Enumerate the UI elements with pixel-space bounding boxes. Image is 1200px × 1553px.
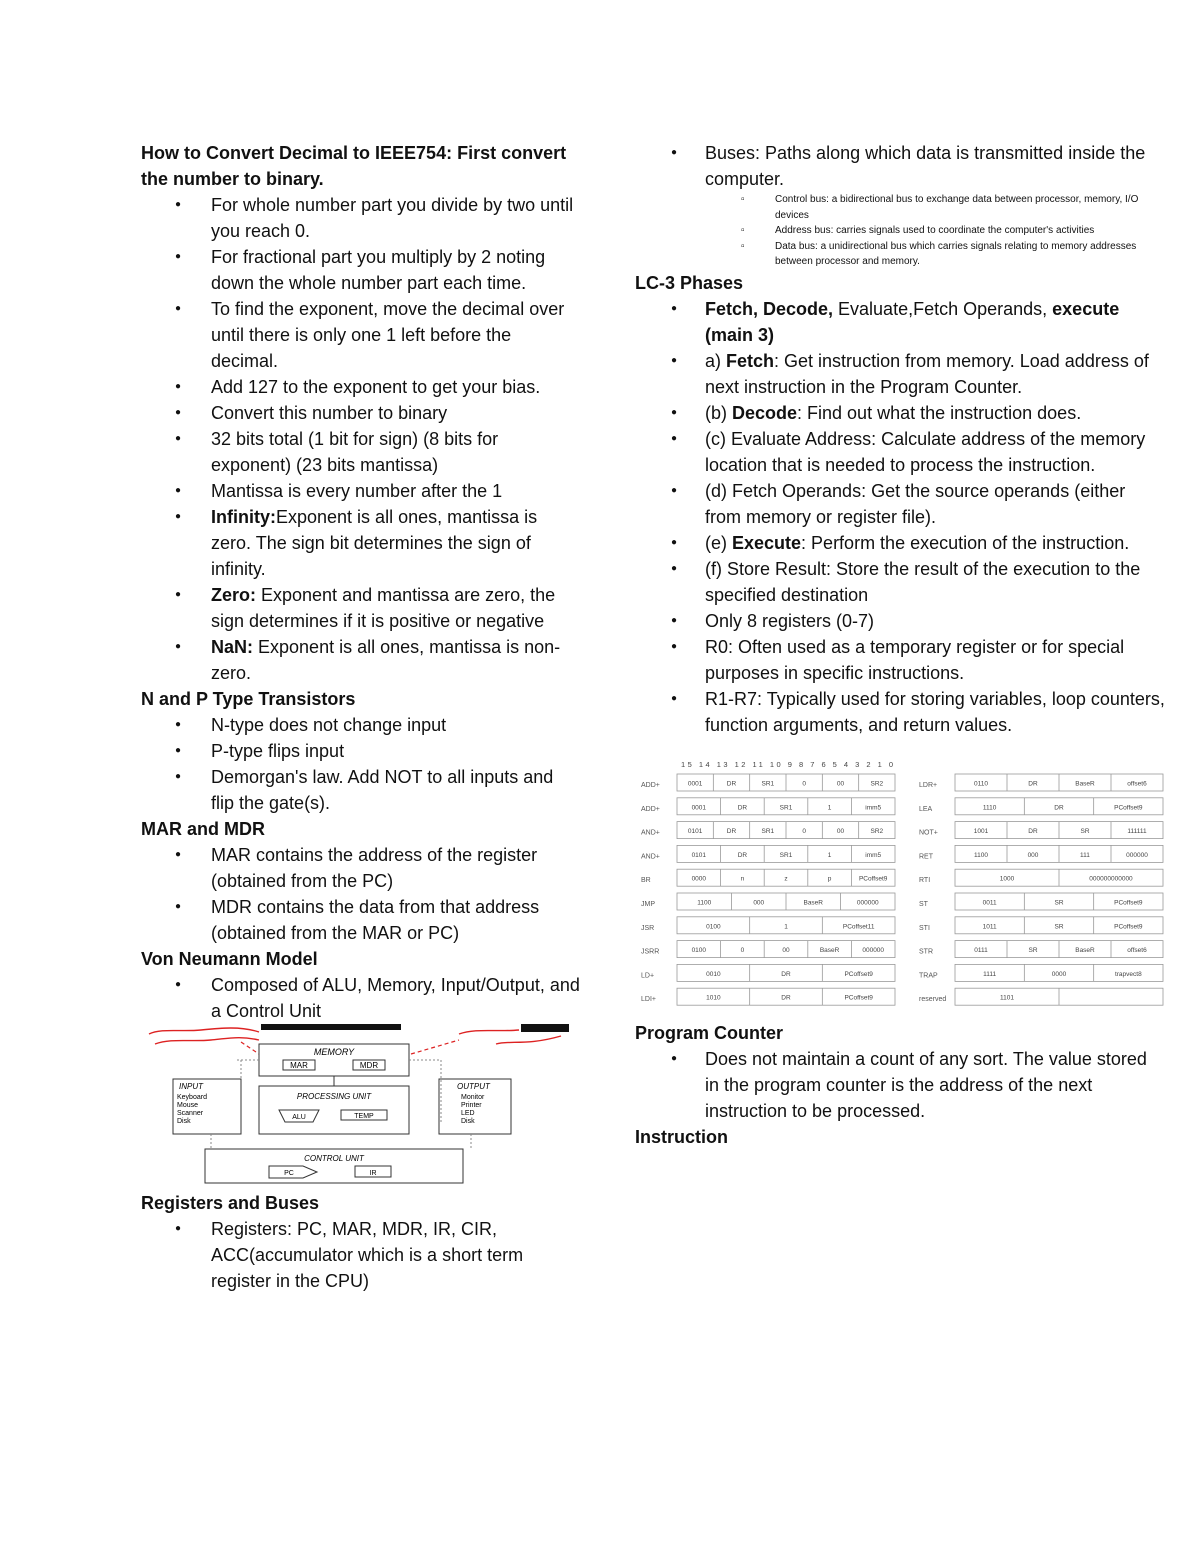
isa-field: 1000 (999, 875, 1015, 883)
isa-field: PCoffset9 (1114, 899, 1143, 906)
mar-heading: MAR and MDR (141, 819, 265, 839)
output-title: OUTPUT (457, 1082, 490, 1091)
list-item: ● Add 127 to the exponent to get your bias. (141, 374, 581, 400)
isa-field: 00 (836, 827, 845, 835)
isa-field: 0100 (691, 946, 707, 954)
isa-field: BaseR (1075, 946, 1095, 954)
list-item: ● R1-R7: Typically used for storing variables, loop counters, function arguments, and return values. (635, 686, 1165, 738)
sub-item: ▫ Control bus: a bidirectional bus to exchange data between processor, memory, I/O devices (635, 192, 1165, 223)
list-item: ● Convert this number to binary (141, 400, 581, 426)
isa-field: 1100 (974, 851, 988, 859)
isa-opcode-label: AND+ (641, 829, 660, 837)
output-item: LED (461, 1110, 475, 1117)
isa-field: p (827, 875, 832, 883)
list-item: ● R0: Often used as a temporary register or for special purposes in specific instructions. (635, 634, 1165, 686)
isa-field: 0 (802, 780, 806, 787)
list-item: ● (c) Evaluate Address: Calculate address of the memory location that is needed to process the instruction. (635, 426, 1165, 478)
isa-row (919, 988, 1163, 1005)
isa-field: SR (1054, 922, 1064, 930)
vonneumann-heading: Von Neumann Model (141, 949, 318, 969)
list-item-buses (635, 140, 1165, 270)
isa-field: PCoffset11 (842, 922, 875, 930)
decode-text: : Find out what the instruction does. (797, 402, 1082, 423)
isa-field: 000000000000 (1089, 875, 1133, 883)
isa-row (919, 916, 1163, 933)
isa-field: 0001 (687, 780, 703, 787)
processing-label: PROCESSING UNIT (296, 1092, 372, 1101)
isa-opcode-label: RET (919, 852, 933, 860)
isa-field: 1111 (983, 970, 997, 978)
isa-field: SR (1054, 899, 1064, 906)
pc-heading: Program Counter (635, 1022, 784, 1043)
isa-opcode-label: STI (919, 924, 930, 932)
isa-opcode-label: ADD+ (641, 781, 660, 789)
transistors-heading: N and P Type Transistors (141, 689, 356, 709)
isa-field: PCoffset9 (844, 994, 873, 1002)
sub-item: ▫ Address bus: carries signals used to coordinate the computer's activities (635, 223, 1165, 239)
output-item: Printer (461, 1102, 482, 1109)
isa-row (641, 821, 895, 838)
isa-row (641, 940, 895, 957)
isa-opcode-label: ADD+ (641, 805, 660, 813)
input-item: Scanner (177, 1110, 204, 1117)
fetch-bold: Fetch (726, 350, 775, 371)
isa-opcode-label: STR (919, 948, 933, 956)
ieee-list (141, 192, 581, 686)
list-item: ● Mantissa is every number after the 1 (141, 478, 581, 504)
list-item: ● MAR contains the address of the register (obtained from the PC) (141, 842, 581, 894)
isa-row (919, 821, 1163, 838)
zero-label: Zero: (211, 585, 256, 605)
isa-field: DR (1028, 780, 1038, 787)
nan-label: NaN: (211, 637, 254, 657)
list-item (635, 348, 1165, 400)
nan-text: Exponent is all ones, mantissa is non-zero. (211, 637, 561, 683)
isa-field: SR1 (761, 827, 775, 835)
right-column (635, 140, 1165, 1150)
isa-encoding-table (635, 756, 1165, 1016)
fetch-prefix: a) (705, 350, 727, 371)
control-label: CONTROL UNIT (304, 1154, 364, 1163)
isa-field: imm5 (865, 803, 882, 811)
isa-row (919, 774, 1163, 791)
isa-field: SR (1080, 827, 1090, 835)
von-neumann-diagram (141, 1024, 581, 1184)
isa-field: z (784, 875, 788, 883)
list-item: ● For fractional part you multiply by 2 noting down the whole number part each time. (141, 244, 581, 296)
isa-field: 0010 (706, 970, 721, 978)
list-item: ● 32 bits total (1 bit for sign) (8 bits for exponent) (23 bits mantissa) (141, 426, 581, 478)
temp-label: TEMP (354, 1113, 374, 1120)
ieee-heading: How to Convert Decimal to IEEE754: First convert the number to binary. (141, 143, 567, 189)
input-item: Keyboard (177, 1094, 207, 1101)
buses-sublist (635, 192, 1165, 270)
transistors-list (141, 712, 581, 816)
list-item (635, 296, 1165, 348)
isa-field: 1100 (697, 899, 712, 906)
isa-svg (635, 756, 1165, 1016)
left-column (141, 140, 581, 1294)
alu-label: ALU (292, 1114, 306, 1121)
list-item: ● (d) Fetch Operands: Get the source operands (either from memory or register file). (635, 478, 1165, 530)
isa-field: PCoffset9 (858, 875, 888, 883)
isa-field: DR (726, 780, 737, 787)
von-neumann-svg (141, 1024, 581, 1184)
phases-text: Evaluate,Fetch Operands, (833, 298, 1053, 319)
pc-label: PC (284, 1170, 294, 1177)
isa-field: 00 (782, 946, 790, 954)
bit-numbers: 15 14 13 12 11 10 9 8 7 6 5 4 3 2 1 0 (681, 759, 893, 769)
isa-field: imm5 (865, 851, 882, 859)
isa-field: 000 (1027, 851, 1039, 859)
isa-field: 0110 (974, 780, 988, 787)
isa-field: 0101 (691, 851, 707, 859)
list-item: ● Only 8 registers (0-7) (635, 608, 1165, 634)
isa-opcode-label: JSRR (641, 948, 660, 956)
isa-field: DR (726, 827, 737, 835)
isa-field: SR1 (761, 780, 775, 787)
isa-field: 0000 (1051, 970, 1067, 978)
isa-field: DR (781, 994, 791, 1002)
isa-field: SR (1028, 946, 1038, 954)
isa-field: DR (737, 803, 748, 811)
isa-row (641, 964, 895, 981)
isa-field: 0000 (691, 875, 707, 883)
isa-opcode-label: ST (919, 900, 928, 908)
list-item: ● P-type flips input (141, 738, 581, 764)
isa-field: DR (1028, 827, 1038, 835)
isa-field: DR (781, 970, 791, 978)
list-item: ● Composed of ALU, Memory, Input/Output, and a Control Unit (141, 972, 581, 1024)
ir-label: IR (369, 1170, 377, 1177)
isa-field: 1010 (706, 994, 721, 1002)
isa-field: SR2 (870, 827, 884, 835)
isa-field: 1 (827, 803, 832, 811)
decode-bold: Decode (732, 402, 798, 423)
pc-list (635, 1046, 1165, 1124)
list-item: ● MDR contains the data from that address (obtained from the MAR or PC) (141, 894, 581, 946)
list-item: ● Registers: PC, MAR, MDR, IR, CIR, ACC(accumulator which is a short term register in the CPU) (141, 1216, 581, 1294)
isa-field: 0111 (974, 946, 988, 954)
isa-field: 1 (784, 922, 788, 930)
buses-list (635, 140, 1165, 270)
decode-prefix: (b) (705, 402, 732, 423)
isa-field: 1110 (982, 803, 997, 811)
isa-field: SR1 (779, 851, 793, 859)
isa-field: offset6 (1127, 780, 1147, 787)
exec-prefix: (e) (705, 532, 732, 553)
isa-opcode-label: AND+ (641, 852, 660, 860)
phases-bold: Fetch, Decode, (705, 298, 834, 319)
isa-opcode-label: TRAP (919, 971, 938, 979)
isa-field: 0100 (706, 922, 721, 930)
mdr-label: MDR (359, 1061, 379, 1070)
isa-field: 1 (827, 851, 832, 859)
isa-field: SR2 (870, 780, 884, 787)
isa-field: 000000 (1126, 851, 1148, 859)
mar-label: MAR (290, 1061, 308, 1070)
list-item: ● Demorgan's law. Add NOT to all inputs and flip the gate(s). (141, 764, 581, 816)
list-item (635, 530, 1165, 556)
isa-opcode-label: LDI+ (641, 995, 656, 1003)
isa-row (641, 893, 895, 910)
list-item-infinity (141, 504, 581, 582)
isa-row (641, 774, 895, 791)
exec-text: : Perform the execution of the instruction. (801, 532, 1130, 553)
memory-label: MEMORY (313, 1047, 355, 1057)
buses-text: Buses: Paths along which data is transmitted inside the computer. (705, 143, 1146, 189)
list-item-zero (141, 582, 581, 634)
isa-field: BaseR (819, 946, 840, 954)
isa-opcode-label: reserved (919, 995, 947, 1003)
isa-field: trapvect8 (1114, 970, 1142, 978)
isa-row (641, 869, 895, 886)
isa-field: 000 (753, 899, 765, 906)
isa-field: 0011 (982, 899, 997, 906)
registers-heading: Registers and Buses (141, 1193, 320, 1213)
instruction-heading: Instruction (635, 1126, 728, 1147)
isa-field: PCoffset9 (844, 970, 873, 978)
isa-field: DR (737, 851, 748, 859)
isa-opcode-label: BR (641, 876, 651, 884)
output-item: Monitor (461, 1094, 485, 1101)
isa-field: 00 (836, 780, 845, 787)
isa-field: PCoffset9 (1114, 803, 1143, 811)
isa-row (919, 869, 1163, 886)
input-title: INPUT (179, 1082, 203, 1091)
isa-row (641, 916, 895, 933)
isa-field: 0101 (687, 827, 703, 835)
isa-row (641, 988, 895, 1005)
isa-row (641, 797, 895, 814)
mar-list (141, 842, 581, 946)
isa-row (919, 964, 1163, 981)
infinity-label: Infinity: (211, 507, 276, 527)
isa-field: 1001 (973, 827, 989, 835)
isa-opcode-label: NOT+ (919, 829, 938, 837)
isa-field: 000000 (856, 899, 879, 906)
list-item (635, 400, 1165, 426)
isa-opcode-label: RTI (919, 876, 931, 884)
isa-field: SR1 (779, 803, 793, 811)
isa-field: n (740, 875, 745, 883)
isa-opcode-label: LD+ (641, 971, 655, 979)
isa-field: BaseR (803, 899, 824, 906)
isa-field: 1011 (982, 922, 997, 930)
isa-row (919, 940, 1163, 957)
isa-field: PCoffset9 (1114, 922, 1143, 930)
lc3-list (635, 296, 1165, 738)
zero-text: Exponent and mantissa are zero, the sign determines if it is positive or negative (211, 585, 556, 631)
list-item: ● Does not maintain a count of any sort. The value stored in the program counter is the address of the next instruction to be processed. (635, 1046, 1165, 1124)
isa-row (641, 845, 895, 862)
input-item: Mouse (177, 1102, 199, 1109)
list-item: ● For whole number part you divide by two until you reach 0. (141, 192, 581, 244)
exec-bold: Execute (732, 532, 802, 553)
isa-field: offset6 (1127, 946, 1147, 954)
isa-opcode-label: LDR+ (919, 781, 938, 789)
list-item-nan (141, 634, 581, 686)
isa-opcode-label: JSR (641, 924, 655, 932)
isa-field: 0 (802, 827, 806, 835)
vonneumann-list (141, 972, 581, 1024)
registers-list (141, 1216, 581, 1294)
isa-row (919, 893, 1163, 910)
isa-opcode-label: JMP (641, 900, 655, 908)
fetch-text: : Get instruction from memory. Load address of next instruction in the Program Counter. (705, 350, 1149, 397)
list-item: ● N-type does not change input (141, 712, 581, 738)
isa-field: 0001 (691, 803, 707, 811)
isa-field: 1101 (1000, 994, 1014, 1002)
isa-field: 111111 (1127, 827, 1147, 835)
phases-bold-2: execute (main 3) (705, 298, 1120, 345)
output-item: Disk (461, 1118, 475, 1125)
isa-field: 111 (1080, 851, 1090, 859)
isa-row (919, 797, 1163, 814)
list-item: ● (f) Store Result: Store the result of the execution to the specified destination (635, 556, 1165, 608)
isa-field: DR (1054, 803, 1064, 811)
isa-field: 0 (740, 946, 745, 954)
isa-row (919, 845, 1163, 862)
isa-field: 000000 (862, 946, 885, 954)
sub-item: ▫ Data bus: a unidirectional bus which carries signals relating to memory addresses between processor and memory. (635, 239, 1165, 270)
input-item: Disk (177, 1118, 191, 1125)
isa-opcode-label: LEA (919, 805, 933, 813)
lc3-heading: LC-3 Phases (635, 272, 744, 293)
list-item: ● To find the exponent, move the decimal over until there is only one 1 left before the decimal. (141, 296, 581, 374)
infinity-text: Exponent is all ones, mantissa is zero. The sign bit determines the sign of infinity. (211, 507, 538, 579)
isa-field: BaseR (1075, 780, 1095, 787)
